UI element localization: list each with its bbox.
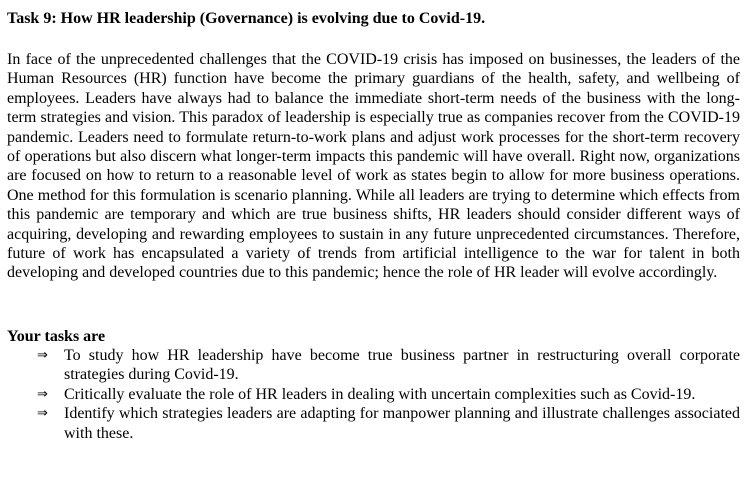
double-arrow-right-icon: ⇒	[37, 386, 48, 402]
intro-paragraph: In face of the unprecedented challenges that the COVID-19 crisis has imposed on businesses, the leaders of the Human Resources (HR) function have become the primary guardians of the health, safety, and wellbeing of employees. Leaders have always had to balance the immediate short-term needs of the business with the long-term strategies and vision. This paradox of leadership is especially true as companies recover from the COVID-19 pandemic. Leaders need to formulate return-to-work plans and adjust work processes for the short-term recovery of operations but also discern what longer-term impacts this pandemic will have overall. Right now, organizations are focused on how to return to a reasonable level of work as states begin to allow for more business operations. One method for this formulation is scenario planning. While all leaders are trying to determine which effects from this pandemic are temporary and which are true business shifts, HR leaders should consider different ways of acquiring, developing and rewarding employees to sustain in any future unprecedented circumstances. Therefore, future of work has encapsulated a variety of trends from artificial intelligence to the war for talent in both developing and developed countries due to this pandemic; hence the role of HR leader will evolve accordingly.	[7, 51, 740, 282]
double-arrow-right-icon: ⇒	[37, 348, 48, 363]
double-arrow-right-icon: ⇒	[37, 406, 48, 422]
task-item-3	[7, 404, 740, 443]
tasks-heading: Your tasks are	[7, 328, 106, 345]
task-list	[7, 346, 740, 443]
task-title: Task 9: How HR leadership (Governance) is evolving due to Covid-19.	[7, 10, 486, 27]
task-item-2	[7, 385, 740, 404]
task-item-1	[7, 346, 740, 385]
task-item-text: To study how HR leadership have become true business partner in restructuring overall corporate strategies during Covid-19.	[64, 347, 740, 384]
task-item-text: Identify which strategies leaders are adapting for manpower planning and illustrate challenges associated with these.	[64, 405, 740, 442]
task-item-text: Critically evaluate the role of HR leaders in dealing with uncertain complexities such as Covid-19.	[64, 385, 696, 403]
